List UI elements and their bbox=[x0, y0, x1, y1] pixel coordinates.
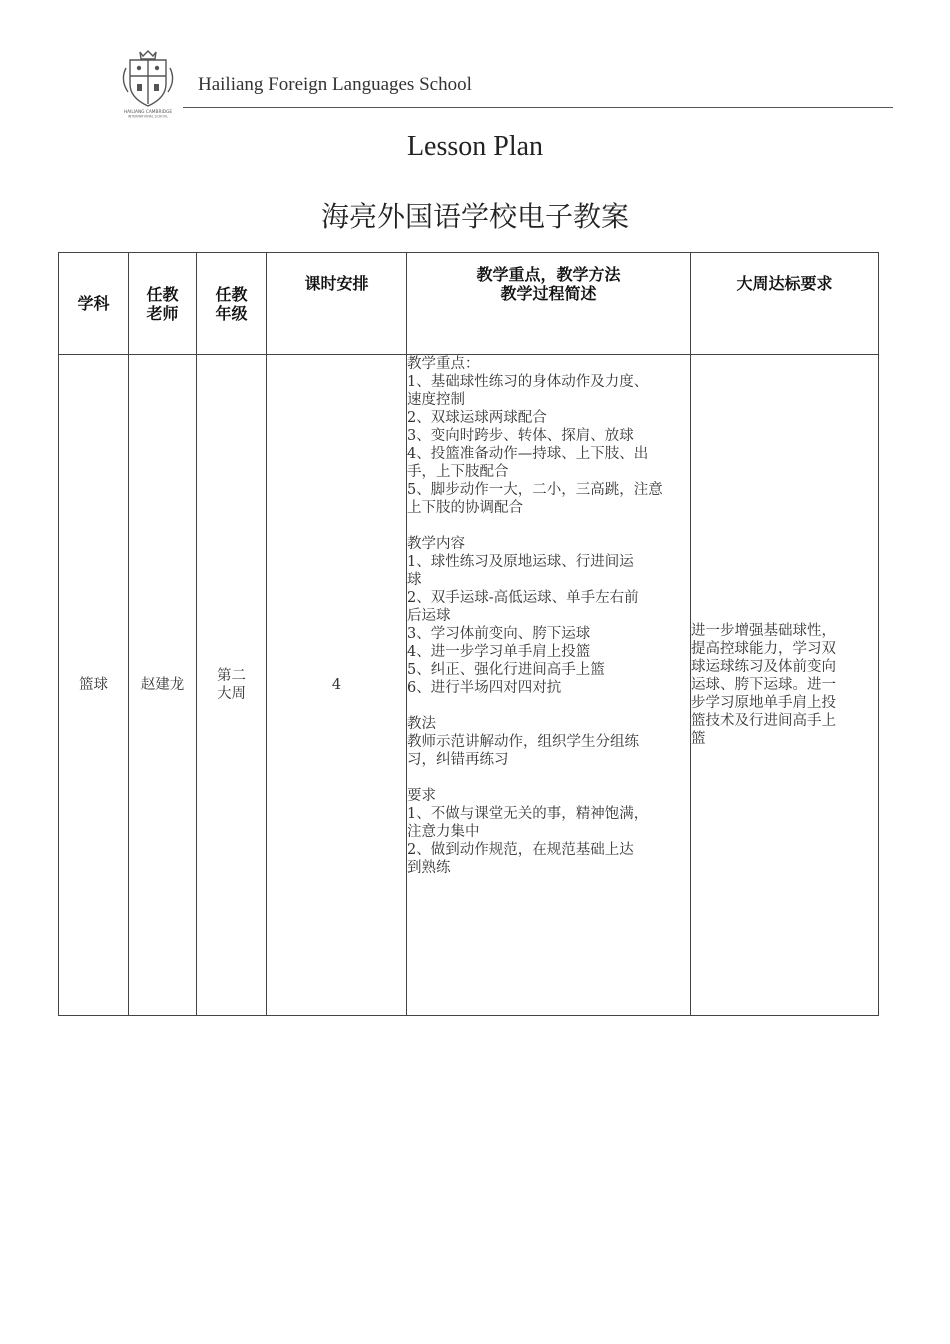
cell-hours: 4 bbox=[267, 355, 407, 1016]
detail-line: 1、基础球性练习的身体动作及力度、 bbox=[407, 374, 649, 390]
header-goal: 大周达标要求 bbox=[691, 253, 879, 355]
detail-line: 5、脚步动作一大，二小，三高跳，注意 bbox=[407, 482, 663, 498]
cell-weekly-goal bbox=[691, 355, 879, 1016]
goal-line: 提高控球能力，学习双 bbox=[691, 641, 836, 657]
header-divider bbox=[183, 107, 893, 108]
table-row bbox=[59, 355, 879, 1016]
detail-line: 3、学习体前变向、胯下运球 bbox=[407, 626, 591, 642]
goal-line: 运球、胯下运球。进一 bbox=[691, 677, 836, 693]
school-name: Hailiang Foreign Languages School bbox=[198, 74, 472, 95]
detail-line: 注意力集中 bbox=[407, 824, 480, 840]
goal-line: 球运球练习及体前变向 bbox=[691, 659, 836, 675]
table-header-row bbox=[59, 253, 879, 355]
teaching-detail-text bbox=[407, 355, 690, 877]
logo-text-line2: INTERNATIONAL SCHOOL bbox=[127, 114, 169, 118]
cell-subject: 篮球 bbox=[59, 355, 129, 1016]
detail-line: 球 bbox=[407, 572, 422, 588]
lesson-plan-table bbox=[58, 252, 879, 1016]
detail-line: 4、进一步学习单手肩上投篮 bbox=[407, 644, 591, 660]
logo-text-line1: HAILIANG CAMBRIDGE bbox=[123, 110, 173, 115]
detail-line bbox=[407, 517, 690, 535]
header-focus: 教学重点，教学方法 教学过程简述 bbox=[407, 253, 691, 355]
school-crest-logo bbox=[112, 46, 184, 118]
detail-line bbox=[407, 697, 690, 715]
cell-teacher: 赵建龙 bbox=[129, 355, 197, 1016]
detail-line: 教学内容 bbox=[407, 536, 465, 552]
detail-line: 到熟练 bbox=[407, 860, 451, 876]
detail-line: 教师示范讲解动作，组织学生分组练 bbox=[407, 734, 639, 750]
detail-line: 后运球 bbox=[407, 608, 451, 624]
detail-line: 4、投篮准备动作—持球、上下肢、出 bbox=[407, 446, 649, 462]
detail-line: 2、做到动作规范，在规范基础上达 bbox=[407, 842, 634, 858]
header-subject: 学科 bbox=[59, 253, 129, 355]
detail-line: 1、球性练习及原地运球、行进间运 bbox=[407, 554, 634, 570]
header-schedule: 课时安排 bbox=[267, 253, 407, 355]
cell-teaching-detail bbox=[407, 355, 691, 1016]
goal-line: 篮技术及行进间高手上 bbox=[691, 713, 836, 729]
detail-line: 速度控制 bbox=[407, 392, 465, 408]
goal-line: 篮 bbox=[691, 731, 706, 747]
detail-line: 2、双球运球两球配合 bbox=[407, 410, 547, 426]
detail-line: 2、双手运球-高低运球、单手左右前 bbox=[407, 590, 639, 606]
goal-line: 步学习原地单手肩上投 bbox=[691, 695, 836, 711]
header-teacher: 任教 老师 bbox=[129, 253, 197, 355]
detail-line: 教学重点： bbox=[407, 356, 480, 372]
detail-line: 要求 bbox=[407, 788, 436, 804]
cell-week: 第二 大周 bbox=[197, 355, 267, 1016]
detail-line: 教法 bbox=[407, 716, 436, 732]
detail-line: 5、纠正、强化行进间高手上篮 bbox=[407, 662, 605, 678]
detail-line: 手，上下肢配合 bbox=[407, 464, 509, 480]
goal-line: 进一步增强基础球性， bbox=[691, 623, 836, 639]
weekly-goal-text bbox=[691, 622, 878, 748]
detail-line: 习，纠错再练习 bbox=[407, 752, 509, 768]
title-english: Lesson Plan bbox=[406, 131, 544, 162]
title-chinese: 海亮外国语学校电子教案 bbox=[320, 200, 629, 233]
detail-line: 3、变向时跨步、转体、探肩、放球 bbox=[407, 428, 634, 444]
detail-line: 6、进行半场四对四对抗 bbox=[407, 680, 562, 696]
detail-line bbox=[407, 769, 690, 787]
header-grade: 任教 年级 bbox=[197, 253, 267, 355]
detail-line: 上下肢的协调配合 bbox=[407, 500, 523, 516]
detail-line: 1、不做与课堂无关的事，精神饱满， bbox=[407, 806, 649, 822]
